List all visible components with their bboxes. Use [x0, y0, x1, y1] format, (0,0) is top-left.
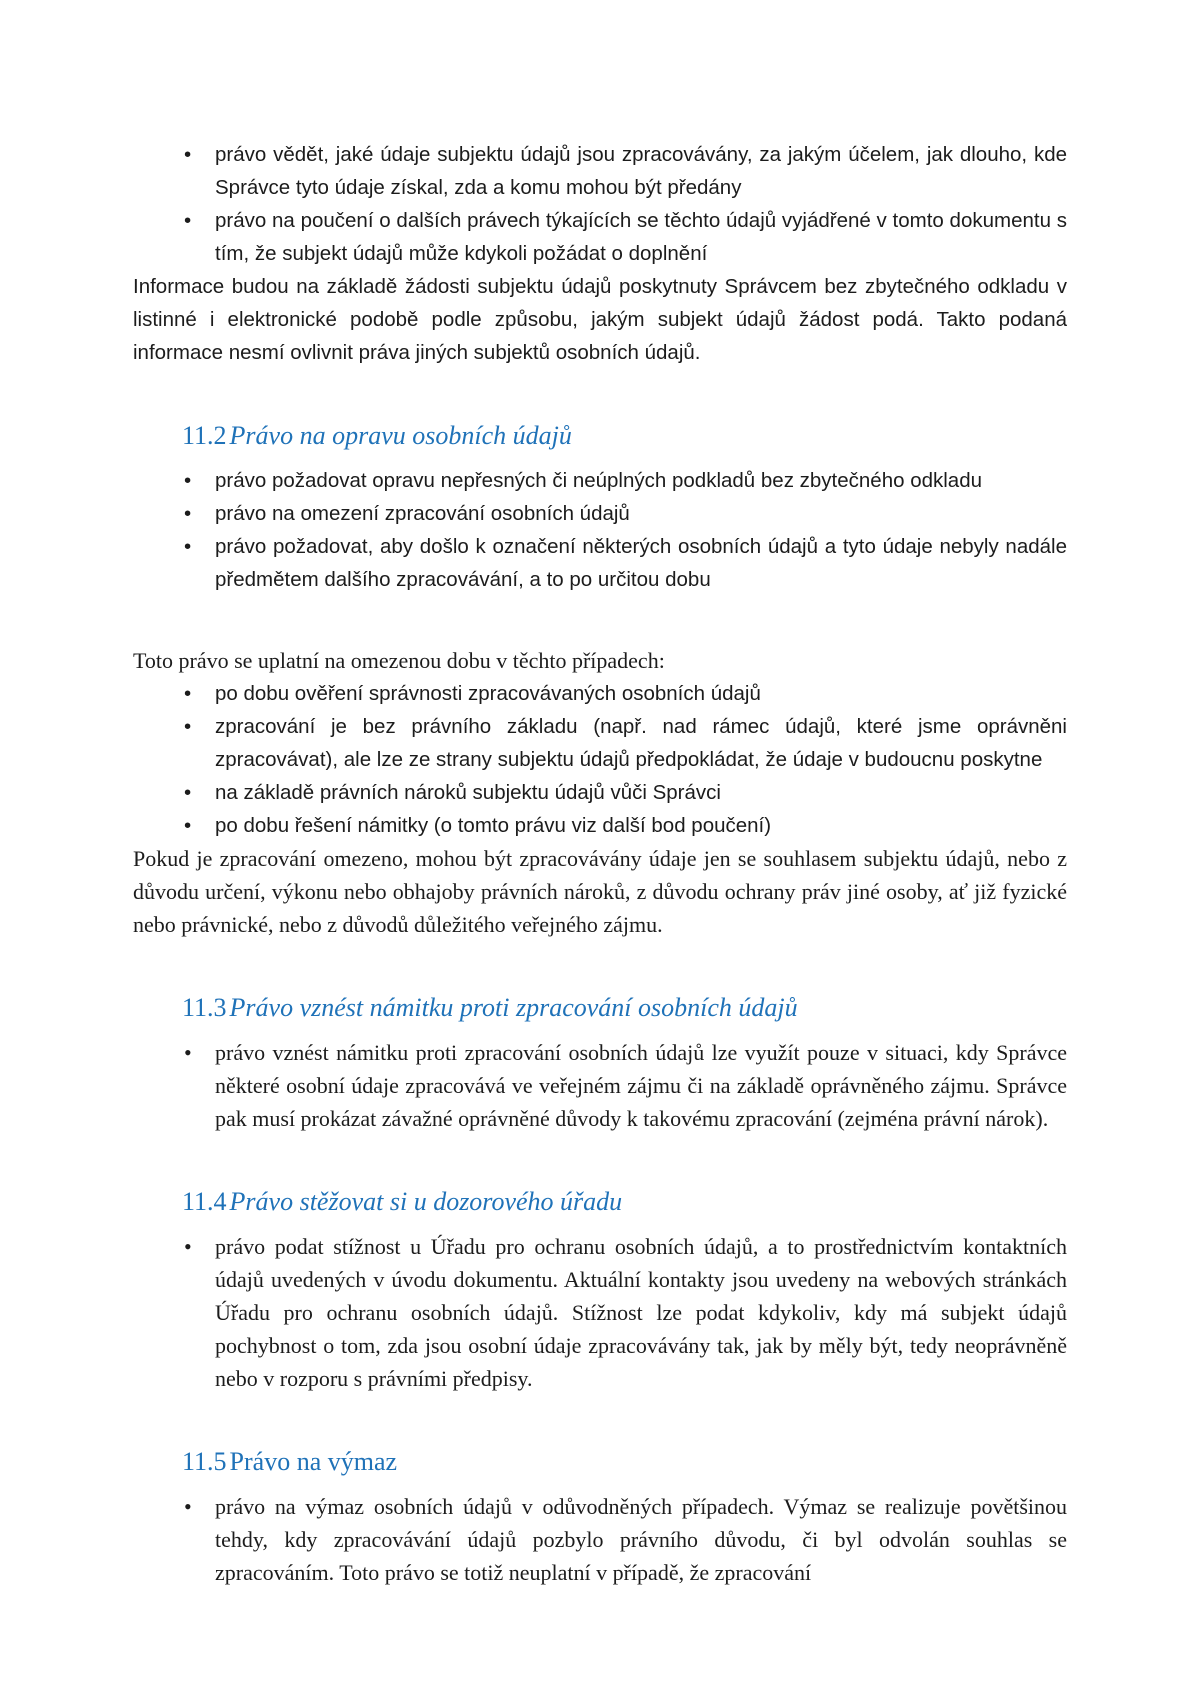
bullet-text: právo na omezení zpracování osobních údajů — [215, 502, 630, 525]
bullet-text: právo požadovat, aby došlo k označení některých osobních údajů a tyto údaje nebyly nadále předmětem dalšího zpracovávání, a to po určitou dobu — [215, 535, 1067, 591]
section-heading-11-2 — [182, 419, 1067, 453]
section-title: Právo vznést námitku proti zpracování osobních údajů — [229, 993, 798, 1022]
bullet-text: po dobu řešení námitky (o tomto právu viz další bod poučení) — [215, 814, 772, 837]
section-heading-11-3 — [182, 991, 1067, 1025]
bullet-text: právo na výmaz osobních údajů v odůvodněných případech. Výmaz se realizuje povětšinou tehdy, kdy zpracovávání údajů pozbylo právního důvodu, či byl odvolán souhlas se zpracováním. Toto právo se totiž neuplatní v případě, že zpracování — [215, 1494, 1067, 1585]
section-title: Právo stěžovat si u dozorového úřadu — [229, 1187, 623, 1216]
bullet-text: právo vznést námitku proti zpracování osobních údajů lze využít pouze v situaci, kdy Správce některé osobní údaje zpracovává ve veřejném zájmu či na základě oprávněného zájmu. Správce pak musí prokázat závažné oprávněné důvody k takovému zpracování (zejména právní nárok). — [215, 1040, 1067, 1131]
bullet-text: právo na poučení o dalších právech týkajících se těchto údajů vyjádřené v tomto dokumentu s tím, že subjekt údajů může kdykoli požádat o doplnění — [215, 209, 1067, 265]
bullet-item — [133, 1036, 1067, 1135]
bullet-item — [133, 204, 1067, 270]
intro-paragraph: Informace budou na základě žádosti subjektu údajů poskytnuty Správcem bez zbytečného odkladu v listinné i elektronické podobě podle způsobu, jakým subjekt údajů žádost podá. Takto podaná informace nesmí ovlivnit práva jiných subjektů osobních údajů. — [133, 275, 1067, 364]
section-11-2 — [133, 419, 1067, 941]
bullet-text: po dobu ověření správnosti zpracovávaných osobních údajů — [215, 682, 761, 705]
section-bullet-list — [133, 464, 1067, 596]
bullet-marker: • — [184, 502, 192, 525]
bullet-item — [133, 464, 1067, 497]
section-bullet-list — [133, 1230, 1067, 1395]
bullet-text: zpracování je bez právního základu (např. nad rámec údajů, které jsme oprávněni zpracovávat), ale lze ze strany subjektu údajů předpokládat, že údaje v budoucnu poskytne — [215, 715, 1067, 771]
bullet-marker: • — [184, 209, 192, 232]
bullet-text: na základě právních nároků subjektu údajů vůči Správci — [215, 781, 721, 804]
section-11-3 — [133, 991, 1067, 1135]
bullet-item — [133, 776, 1067, 809]
section-number: 11.4 — [182, 1187, 227, 1216]
section-bullet-list — [133, 1036, 1067, 1135]
bullet-marker: • — [184, 781, 192, 804]
document-content — [133, 138, 1067, 1589]
bullet-item — [133, 710, 1067, 776]
bullet-item — [133, 530, 1067, 596]
bullet-item — [133, 1230, 1067, 1395]
bullet-text: právo podat stížnost u Úřadu pro ochranu osobních údajů, a to prostřednictvím kontaktních údajů uvedených v úvodu dokumentu. Aktuální kontakty jsou uvedeny na webových stránkách Úřadu pro ochranu osobních údajů. Stížnost lze podat kdykoliv, kdy má subjekt údajů pochybnost o tom, zda jsou osobní údaje zpracovávány tak, jak by měly být, tedy neoprávněně nebo v rozporu s právními předpisy. — [215, 1234, 1067, 1391]
bullet-marker: • — [184, 1494, 192, 1519]
bullet-marker: • — [184, 1040, 192, 1065]
bullet-marker: • — [184, 814, 192, 837]
section-number: 11.5 — [182, 1447, 227, 1476]
paragraph: Pokud je zpracování omezeno, mohou být zpracovávány údaje jen se souhlasem subjektu údajů, nebo z důvodu určení, výkonu nebo obhajoby právních nároků, z důvodu ochrany práv jiné osoby, ať již fyzické nebo právnické, nebo z důvodů důležitého veřejného zájmu. — [133, 846, 1067, 937]
bullet-text: právo požadovat opravu nepřesných či neúplných podkladů bez zbytečného odkladu — [215, 469, 982, 492]
section-title: Právo na opravu osobních údajů — [229, 421, 572, 450]
section-number: 11.2 — [182, 421, 227, 450]
bullet-marker: • — [184, 682, 192, 705]
section-11-4 — [133, 1185, 1067, 1395]
bullet-item — [133, 138, 1067, 204]
bullet-text: právo vědět, jaké údaje subjektu údajů jsou zpracovávány, za jakým účelem, jak dlouho, kde Správce tyto údaje získal, zda a komu mohou být předány — [215, 143, 1067, 199]
bullet-item — [133, 1490, 1067, 1589]
bullet-marker: • — [184, 469, 192, 492]
bullet-marker: • — [184, 143, 192, 166]
bullet-item — [133, 677, 1067, 710]
paragraph: Toto právo se uplatní na omezenou dobu v těchto případech: — [133, 648, 665, 673]
bullet-item — [133, 497, 1067, 530]
section-number: 11.3 — [182, 993, 227, 1022]
bullet-marker: • — [184, 535, 192, 558]
section-bullet-list — [133, 1490, 1067, 1589]
section-title: Právo na výmaz — [229, 1447, 398, 1476]
bullet-marker: • — [184, 715, 192, 738]
intro-bullet-list — [133, 138, 1067, 270]
bullet-item — [133, 809, 1067, 842]
section-bullet-list — [133, 677, 1067, 842]
section-heading-11-4 — [182, 1185, 1067, 1219]
section-heading-11-5 — [182, 1445, 1067, 1479]
section-11-5 — [133, 1445, 1067, 1589]
bullet-marker: • — [184, 1234, 192, 1259]
